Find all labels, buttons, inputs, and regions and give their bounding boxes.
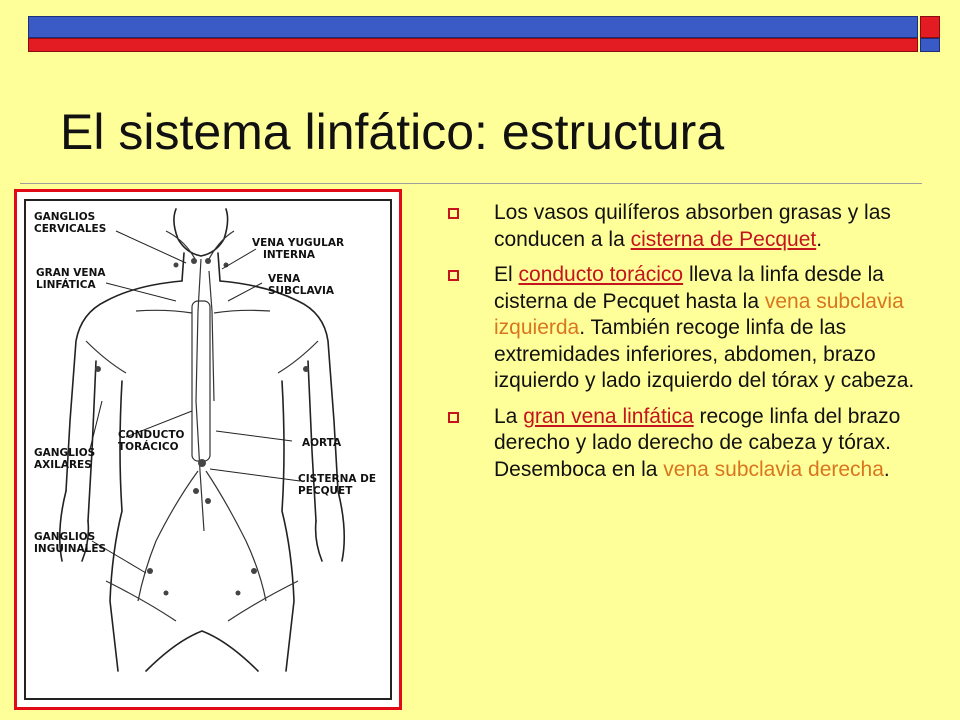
highlight-vena-subclavia-derecha: vena subclavia derecha	[663, 457, 884, 481]
square-bullet-icon	[448, 412, 459, 423]
label-ganglios-axilares: GANGLIOS AXILARES	[34, 447, 96, 471]
square-bullet-icon	[448, 208, 459, 219]
slide-title: El sistema linfático: estructura	[60, 104, 725, 160]
label-ganglios-inguinales: GANGLIOS INGUINALES	[34, 531, 107, 555]
square-bullet-icon	[448, 270, 459, 281]
bullet-item: Los vasos quilíferos absorben grasas y las conducen a la cisterna de Pecquet.	[446, 200, 916, 253]
label-vena-subclavia: VENA SUBCLAVIA	[268, 273, 335, 297]
bullet-item: La gran vena linfática recoge linfa del brazo derecho y lado derecho de cabeza y tórax. Desemboca en la vena subclavia derecha.	[446, 404, 916, 484]
link-cisterna-pecquet[interactable]: cisterna de Pecquet	[630, 227, 817, 251]
top-blue-bar	[28, 16, 918, 38]
top-red-bar	[28, 38, 918, 52]
bullet-list	[446, 200, 916, 492]
figure-frame	[14, 189, 402, 710]
link-gran-vena-linfatica[interactable]: gran vena linfática	[523, 404, 694, 428]
label-aorta: AORTA	[302, 437, 342, 449]
link-conducto-toracico[interactable]: conducto torácico	[518, 263, 684, 286]
label-ganglios-cervicales: GANGLIOS CERVICALES	[34, 211, 107, 235]
label-gran-vena-linfatica: GRAN VENA LINFÁTICA	[36, 267, 106, 291]
corner-red-square	[920, 16, 940, 38]
label-cisterna-pecquet: CISTERNA DE PECQUET	[298, 473, 377, 497]
corner-blue-square	[920, 38, 940, 52]
highlight-vena-subclavia-izquierda: vena subclavia izquierda	[494, 289, 904, 339]
label-vena-yugular: VENA YUGULAR INTERNA	[252, 237, 345, 261]
lymphatic-diagram	[24, 199, 392, 700]
label-conducto-toracico: CONDUCTO TORÁCICO	[118, 429, 185, 453]
title-divider	[20, 183, 922, 184]
bullet-item: El conducto torácico lleva la linfa desde la cisterna de Pecquet hasta la vena subclavia izquierda. También recoge linfa de las extremidades inferiores, abdomen, brazo izquierdo y lado izquierdo del tórax y cabeza.	[446, 262, 916, 395]
